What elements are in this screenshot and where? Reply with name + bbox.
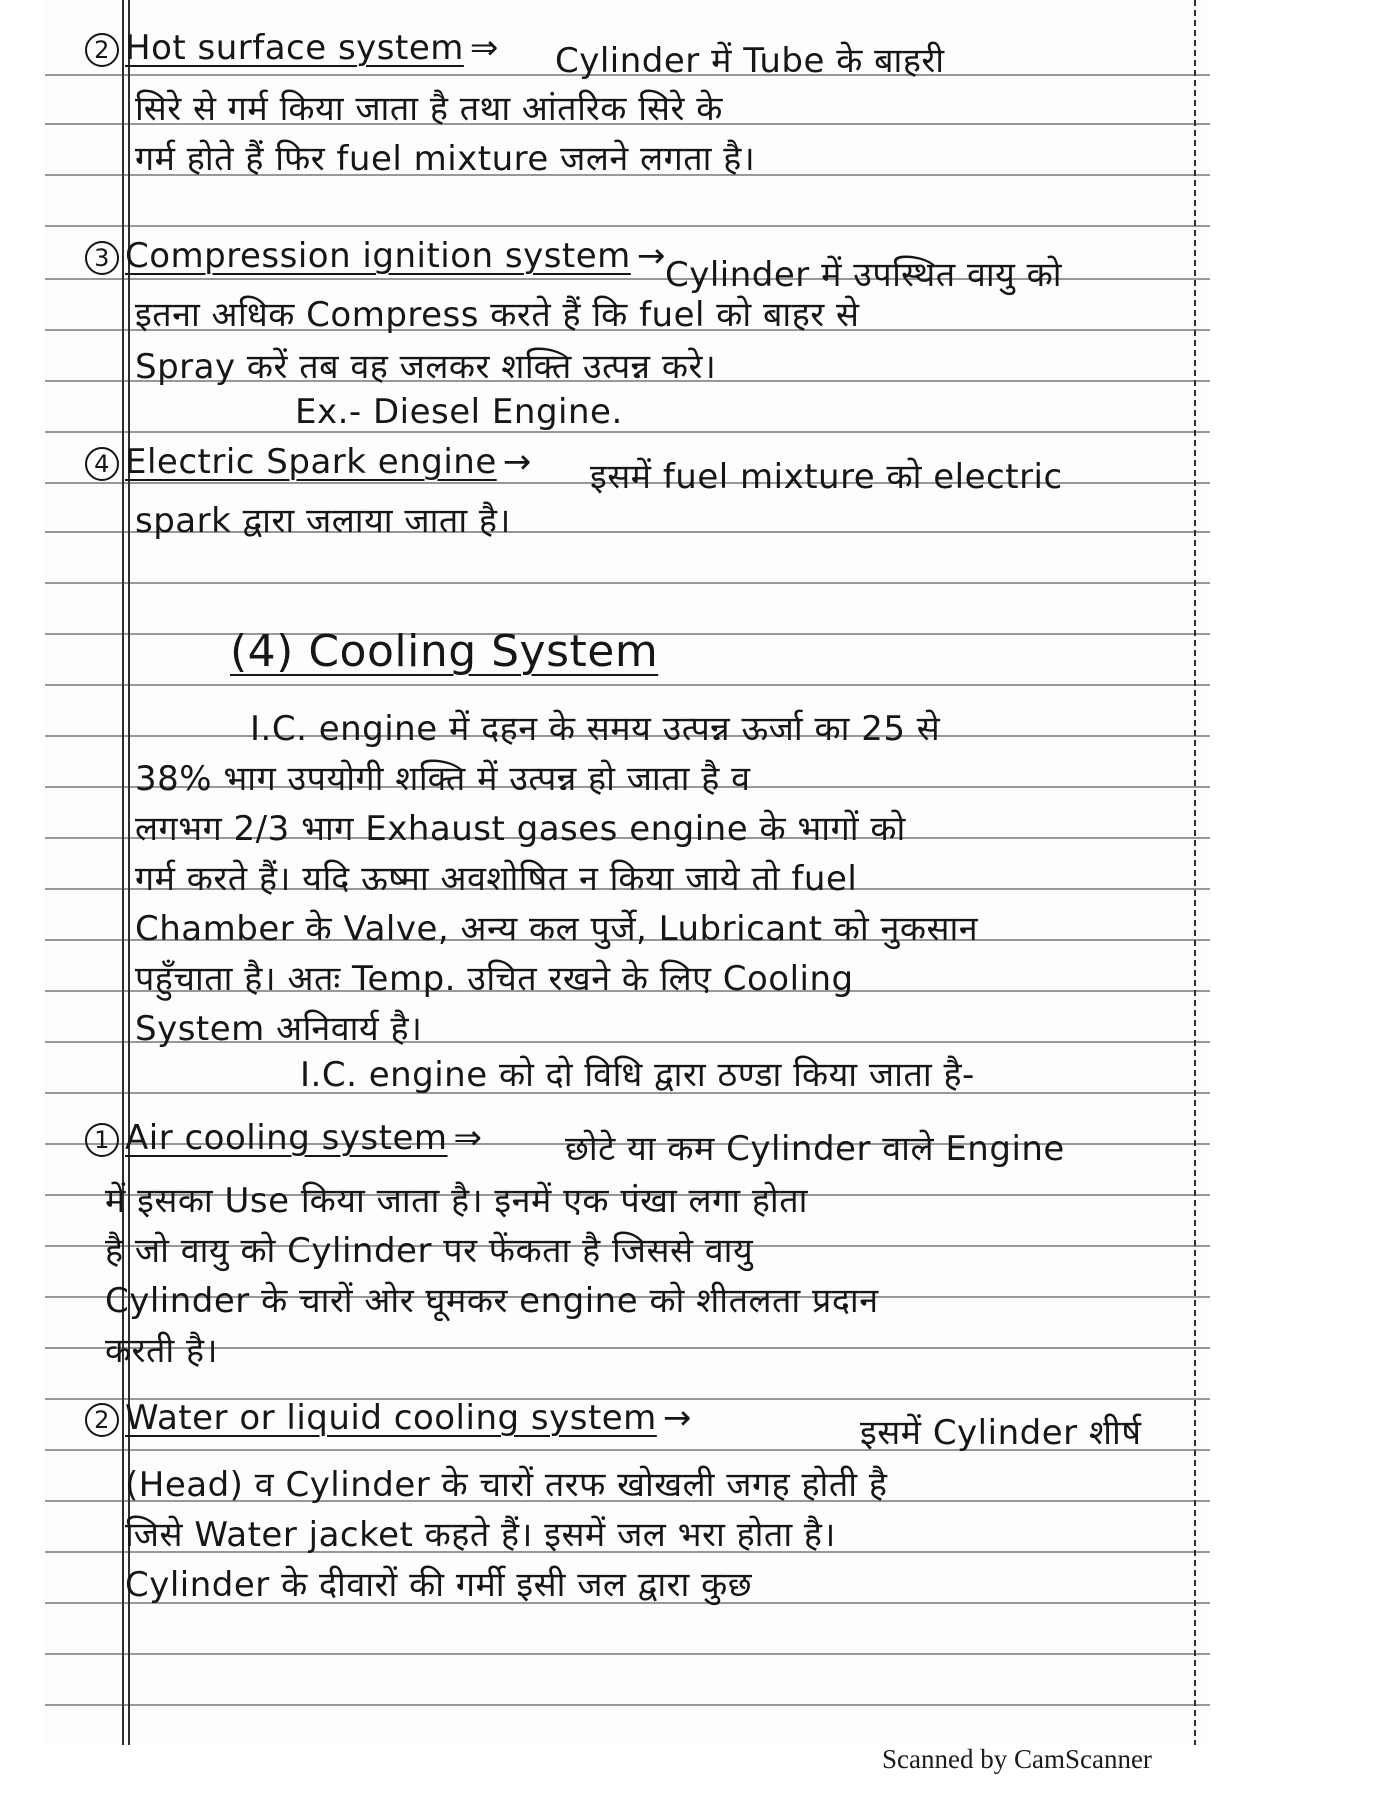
body-line: spark द्वारा जलाया जाता है। <box>135 501 511 541</box>
item-heading: Hot surface system <box>125 28 464 68</box>
item-heading: Water or liquid cooling system <box>125 1398 657 1438</box>
item-compression-heading-line <box>85 236 672 276</box>
body-line: I.C. engine में दहन के समय उत्पन्न ऊर्जा का 25 से <box>250 709 941 749</box>
body-line: जिसे Water jacket कहते हैं। इसमें जल भरा होता है। <box>125 1515 836 1555</box>
body-line: Cylinder के चारों ओर घूमकर engine को शीतलता प्रदान <box>105 1281 879 1321</box>
body-line: इतना अधिक Compress करते हैं कि fuel को बाहर से <box>135 295 860 335</box>
item-hot-surface-heading-line <box>85 28 505 68</box>
arrow-icon: ⇒ <box>453 1118 483 1158</box>
body-line: गर्म करते हैं। यदि ऊष्मा अवशोषित न किया जाये तो fuel <box>135 859 858 899</box>
body-line: System अनिवार्य है। <box>135 1009 423 1049</box>
arrow-icon: → <box>662 1398 692 1438</box>
body-line: गर्म होते हैं फिर fuel mixture जलने लगता है। <box>135 139 756 179</box>
body-line: (Head) व Cylinder के चारों तरफ खोखली जगह होती है <box>125 1465 888 1505</box>
body-line: सिरे से गर्म किया जाता है तथा आंतरिक सिरे के <box>135 89 723 129</box>
body-line: छोटे या कम Cylinder वाले Engine <box>565 1129 1065 1169</box>
body-line: करती है। <box>105 1331 218 1371</box>
section-title <box>230 626 658 677</box>
body-line: Ex.- Diesel Engine. <box>295 392 623 432</box>
item-number: 4 <box>85 447 119 481</box>
body-line: Chamber के Valve, अन्य कल पुर्जे, Lubricant को नुकसान <box>135 909 979 949</box>
item-heading: Electric Spark engine <box>125 442 497 482</box>
body-line: I.C. engine को दो विधि द्वारा ठण्डा किया जाता है- <box>300 1055 975 1095</box>
item-number: 1 <box>85 1123 119 1157</box>
body-line: 38% भाग उपयोगी शक्ति में उत्पन्न हो जाता है व <box>135 759 751 799</box>
body-line: है जो वायु को Cylinder पर फेंकता है जिससे वायु <box>105 1231 754 1271</box>
body-line: Cylinder के दीवारों की गर्मी इसी जल द्वारा कुछ <box>125 1565 753 1605</box>
item-heading: Air cooling system <box>125 1118 448 1158</box>
body-line: पहुँचाता है। अतः Temp. उचित रखने के लिए Cooling <box>135 959 854 999</box>
arrow-icon: → <box>636 236 666 276</box>
item-heading: Compression ignition system <box>125 236 631 276</box>
item-number: 2 <box>85 1403 119 1437</box>
body-line: इसमें fuel mixture को electric <box>590 457 1063 497</box>
body-line: में इसका Use किया जाता है। इनमें एक पंखा लगा होता <box>105 1181 808 1221</box>
item-number: 3 <box>85 241 119 275</box>
body-line: इसमें Cylinder शीर्ष <box>860 1413 1142 1453</box>
item-electric-spark-heading-line <box>85 442 538 482</box>
body-line: Spray करें तब वह जलकर शक्ति उत्पन्न करे। <box>135 347 717 387</box>
item-water-cooling-heading-line <box>85 1398 698 1438</box>
notebook-paper <box>45 0 1210 1745</box>
body-line: Cylinder में उपस्थित वायु को <box>665 255 1063 295</box>
item-air-cooling-heading-line <box>85 1118 489 1158</box>
arrow-icon: → <box>502 442 532 482</box>
item-number: 2 <box>85 33 119 67</box>
camscanner-watermark: Scanned by CamScanner <box>882 1744 1152 1774</box>
arrow-icon: ⇒ <box>469 28 499 68</box>
body-line: लगभग 2/3 भाग Exhaust gases engine के भागों को <box>135 809 906 849</box>
body-line: Cylinder में Tube के बाहरी <box>555 41 945 81</box>
section-title-text: (4) Cooling System <box>230 626 659 677</box>
